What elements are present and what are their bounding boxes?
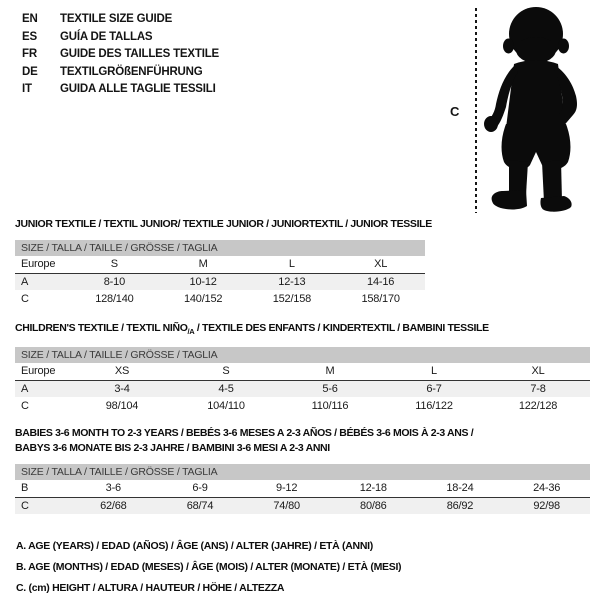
size-table-section: [15, 426, 590, 514]
height-measure-dashed-line: [475, 8, 477, 213]
table-row: [15, 480, 590, 497]
size-bar: [15, 347, 590, 363]
size-bar-label: SIZE / TALLA / TAILLE / GRÖSSE / TAGLIA: [21, 242, 218, 254]
size-cell: 6-7: [382, 380, 486, 397]
footnote: C. (cm) HEIGHT / ALTURA / HAUTEUR / HÖHE / ALTEZZA: [16, 582, 285, 594]
language-label: GUIDA ALLE TAGLIE TESSILI: [60, 83, 216, 96]
size-cell: 68/74: [157, 497, 244, 514]
language-label: TEXTILGRÖßENFÜHRUNG: [60, 65, 203, 78]
row-label: B: [15, 480, 70, 497]
footnotes: [16, 536, 401, 599]
size-cell: 104/110: [207, 399, 245, 412]
size-cell: 74/80: [243, 497, 330, 514]
row-label: C: [21, 399, 29, 412]
size-cell: 98/104: [105, 399, 139, 412]
size-cell: XL: [486, 363, 590, 380]
size-cell: S: [70, 256, 159, 273]
row-label: C: [21, 292, 29, 305]
section-title-text: / TEXTILE DES ENFANTS / KINDERTEXTIL / BAMBINI TESSILE: [194, 322, 489, 334]
size-cell: 8-10: [70, 273, 159, 290]
baby-silhouette-icon: [480, 4, 592, 214]
table-row: [15, 290, 425, 307]
row-label: A: [15, 273, 70, 290]
language-row: [22, 46, 219, 64]
size-cell: M: [159, 256, 248, 273]
size-bar-label: SIZE / TALLA / TAILLE / GRÖSSE / TAGLIA: [21, 349, 218, 362]
size-cell: 5-6: [278, 380, 382, 397]
language-row: [22, 29, 219, 47]
footnote: A. AGE (YEARS) / EDAD (AÑOS) / ÂGE (ANS) / ALTER (JAHRE) / ETÀ (ANNI): [16, 540, 373, 552]
language-code: DE: [22, 65, 38, 78]
size-cell: 4-5: [174, 380, 278, 397]
language-row: [22, 64, 219, 82]
size-cell: 12-13: [248, 273, 337, 290]
row-label: A: [15, 380, 70, 397]
section-title-line: [15, 441, 590, 456]
section-title: [15, 321, 590, 339]
size-cell: 158/170: [361, 292, 400, 305]
section-title-line: [15, 426, 590, 441]
size-table: [15, 256, 425, 307]
size-bar: [15, 464, 590, 480]
language-label: GUIDE DES TAILLES TEXTILE: [60, 48, 219, 61]
table-row: [15, 273, 425, 290]
size-cell: M: [278, 363, 382, 380]
section-title-text: BABYS 3-6 MONATE BIS 2-3 JAHRE / BAMBINI 3-6 MESI A 2-3 ANNI: [15, 442, 330, 454]
size-cell: 9-12: [243, 480, 330, 497]
size-cell: L: [382, 363, 486, 380]
size-table: [15, 480, 590, 514]
size-cell: XS: [70, 363, 174, 380]
row-label: Europe: [15, 256, 70, 273]
row-label: Europe: [15, 363, 70, 380]
size-bar-label: SIZE / TALLA / TAILLE / GRÖSSE / TAGLIA: [21, 466, 218, 478]
table-row: [15, 363, 590, 380]
language-label: GUÍA DE TALLAS: [60, 30, 153, 43]
size-cell: 110/116: [311, 399, 349, 412]
language-code: FR: [22, 48, 37, 61]
section-title-text: BABIES 3-6 MONTH TO 2-3 YEARS / BEBÉS 3-6 MESES A 2-3 AÑOS / BÉBÉS 3-6 MOIS À 2-3 ANS /: [15, 427, 474, 439]
language-code: EN: [22, 13, 38, 25]
size-cell: 14-16: [336, 273, 425, 290]
size-bar: [15, 240, 425, 256]
size-cell: 12-18: [330, 480, 417, 497]
size-cell: 7-8: [486, 380, 590, 397]
size-table-section: [15, 217, 432, 307]
row-label: C: [15, 497, 70, 514]
size-cell: 128/140: [95, 292, 134, 305]
table-row: [15, 380, 590, 397]
size-cell: 3-6: [70, 480, 157, 497]
size-cell: S: [174, 363, 278, 380]
height-measure-label: C: [450, 104, 460, 119]
size-cell: 18-24: [417, 480, 504, 497]
language-code: ES: [22, 30, 37, 43]
section-title-line: [15, 321, 590, 339]
size-cell: 86/92: [417, 497, 504, 514]
size-cell: 80/86: [330, 497, 417, 514]
size-cell: 116/122: [415, 399, 453, 412]
language-row: [22, 81, 219, 99]
section-title: [15, 217, 432, 232]
section-title-text: JUNIOR TEXTILE / TEXTIL JUNIOR/ TEXTILE JUNIOR / JUNIORTEXTIL / JUNIOR TESSILE: [15, 218, 432, 230]
size-table: [15, 363, 590, 414]
size-cell: 152/158: [272, 292, 312, 305]
size-cell: 62/68: [70, 497, 157, 514]
size-cell: 122/128: [518, 399, 558, 412]
language-list: [22, 11, 219, 99]
table-row: [15, 256, 425, 273]
section-title: [15, 426, 590, 456]
section-title-text: CHILDREN'S TEXTILE / TEXTIL NIÑO: [15, 322, 188, 334]
section-title-text: /A: [187, 327, 195, 337]
footnote: B. AGE (MONTHS) / EDAD (MESES) / ÂGE (MOIS) / ALTER (MONATE) / ETÀ (MESI): [16, 561, 402, 573]
table-row: [15, 497, 590, 514]
table-row: [15, 397, 590, 414]
size-cell: 140/152: [183, 292, 223, 305]
size-cell: 10-12: [159, 273, 248, 290]
language-code: IT: [22, 83, 32, 96]
section-title-line: [15, 217, 432, 232]
size-cell: 3-4: [70, 380, 174, 397]
size-cell: 6-9: [157, 480, 244, 497]
size-cell: 92/98: [503, 497, 590, 514]
language-label: TEXTILE SIZE GUIDE: [60, 13, 173, 25]
size-cell: 24-36: [503, 480, 590, 497]
size-cell: XL: [336, 256, 425, 273]
size-table-section: [15, 321, 590, 414]
size-cell: L: [248, 256, 337, 273]
language-row: [22, 11, 219, 29]
